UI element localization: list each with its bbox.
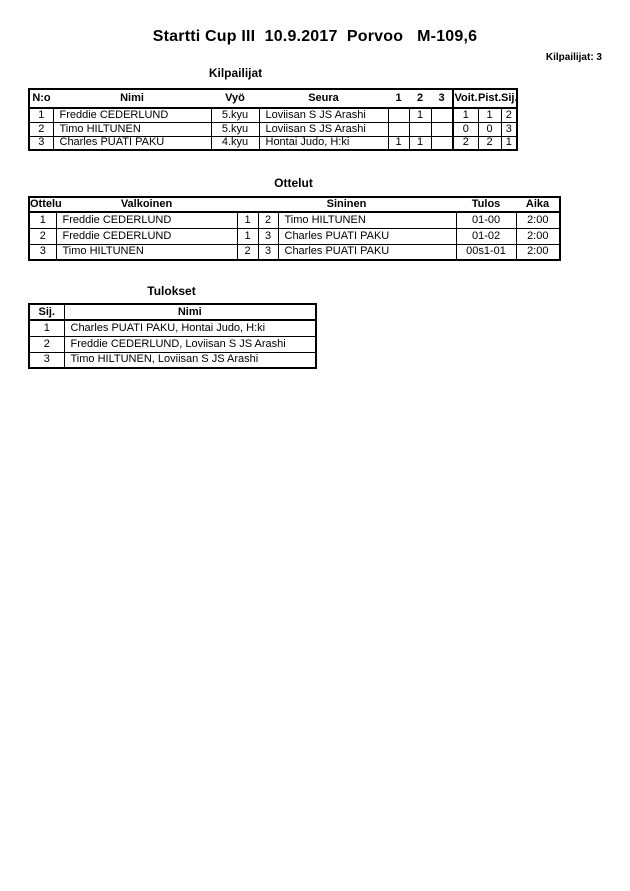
- competitor-name-cell: Freddie CEDERLUND: [53, 108, 211, 122]
- competitor-club-cell: Loviisan S JS Arashi: [259, 108, 388, 122]
- col-header-match-no: Ottelu: [30, 198, 62, 210]
- page-title: Startti Cup III 10.9.2017 Porvoo M-109,6: [152, 28, 478, 45]
- col-header-name: Nimi: [53, 89, 211, 108]
- white-name-cell: Freddie CEDERLUND: [56, 212, 237, 228]
- table-row: [29, 122, 517, 136]
- table-row: [29, 212, 560, 228]
- blue-name-cell: Charles PUATI PAKU: [278, 244, 456, 260]
- round2-cell: [409, 122, 431, 136]
- table-row: [29, 320, 316, 336]
- table-row: [29, 108, 517, 122]
- results-table: [28, 303, 317, 369]
- col-header-round1: 1: [388, 89, 409, 108]
- result-place-cell: 1: [29, 320, 64, 336]
- result-place-cell: 3: [29, 352, 64, 368]
- competitor-name-cell: Charles PUATI PAKU: [53, 136, 211, 150]
- round1-cell: [388, 108, 409, 122]
- white-name-cell: Freddie CEDERLUND: [56, 228, 237, 244]
- table-row: [29, 228, 560, 244]
- competitors-table: [28, 88, 518, 151]
- place-cell: 2: [501, 108, 517, 122]
- competitors-section-heading: Kilpailijat: [208, 66, 263, 80]
- competitor-no-cell: 1: [29, 108, 53, 122]
- round2-cell: 1: [409, 108, 431, 122]
- col-header-place: Sij.: [29, 304, 64, 320]
- blue-name-cell: Charles PUATI PAKU: [278, 228, 456, 244]
- result-name-cell: Charles PUATI PAKU, Hontai Judo, H:ki: [64, 320, 316, 336]
- table-row: [29, 336, 316, 352]
- blue-no-cell: 3: [258, 244, 278, 260]
- col-header-time: Aika: [516, 197, 560, 212]
- points-cell: 1: [478, 108, 501, 122]
- competitor-no-cell: 2: [29, 122, 53, 136]
- col-header-belt: Vyö: [211, 89, 259, 108]
- result-place-cell: 2: [29, 336, 64, 352]
- col-header-points: Pist.: [478, 89, 501, 108]
- competitor-belt-cell: 5.kyu: [211, 108, 259, 122]
- col-header-white: Valkoinen: [56, 197, 237, 212]
- round3-cell: [431, 122, 453, 136]
- col-header-club: Seura: [259, 89, 388, 108]
- blue-name-cell: Timo HILTUNEN: [278, 212, 456, 228]
- results-section-heading: Tulokset: [147, 284, 196, 298]
- col-header-result: Tulos: [456, 197, 516, 212]
- table-row: [29, 352, 316, 368]
- match-no-cell: 3: [29, 244, 56, 260]
- result-name-cell: Timo HILTUNEN, Loviisan S JS Arashi: [64, 352, 316, 368]
- points-cell: 0: [478, 122, 501, 136]
- round1-cell: [388, 122, 409, 136]
- match-no-cell: 1: [29, 212, 56, 228]
- time-cell: 2:00: [516, 244, 560, 260]
- col-header-name: Nimi: [64, 304, 316, 320]
- result-cell: 00s1-01: [456, 244, 516, 260]
- competitor-no-cell: 3: [29, 136, 53, 150]
- round3-cell: [431, 108, 453, 122]
- competitor-belt-cell: 5.kyu: [211, 122, 259, 136]
- round2-cell: 1: [409, 136, 431, 150]
- matches-section-heading: Ottelut: [274, 176, 313, 190]
- round1-cell: 1: [388, 136, 409, 150]
- competitor-club-cell: Hontai Judo, H:ki: [259, 136, 388, 150]
- matches-header-row: [29, 197, 560, 212]
- table-row: [29, 136, 517, 150]
- place-cell: 3: [501, 122, 517, 136]
- white-no-cell: 1: [237, 228, 258, 244]
- blue-no-cell: 2: [258, 212, 278, 228]
- time-cell: 2:00: [516, 212, 560, 228]
- competitor-club-cell: Loviisan S JS Arashi: [259, 122, 388, 136]
- result-cell: 01-02: [456, 228, 516, 244]
- time-cell: 2:00: [516, 228, 560, 244]
- wins-cell: 2: [453, 136, 478, 150]
- table-row: [29, 244, 560, 260]
- white-name-cell: Timo HILTUNEN: [56, 244, 237, 260]
- round3-cell: [431, 136, 453, 150]
- white-no-cell: 1: [237, 212, 258, 228]
- matches-table: [28, 196, 561, 261]
- results-header-row: [29, 304, 316, 320]
- competitors-count-label: Kilpailijat: 3: [545, 52, 602, 63]
- result-name-cell: Freddie CEDERLUND, Loviisan S JS Arashi: [64, 336, 316, 352]
- col-header-place: Sij.: [501, 89, 517, 108]
- col-header-blue: Sininen: [237, 197, 456, 212]
- competitor-belt-cell: 4.kyu: [211, 136, 259, 150]
- competitor-name-cell: Timo HILTUNEN: [53, 122, 211, 136]
- col-header-round3: 3: [431, 89, 453, 108]
- place-cell: 1: [501, 136, 517, 150]
- points-cell: 2: [478, 136, 501, 150]
- col-header-no: N:o: [29, 89, 53, 108]
- wins-cell: 0: [453, 122, 478, 136]
- result-cell: 01-00: [456, 212, 516, 228]
- match-no-cell: 2: [29, 228, 56, 244]
- col-header-round2: 2: [409, 89, 431, 108]
- competitors-header-row: [29, 89, 517, 108]
- blue-no-cell: 3: [258, 228, 278, 244]
- white-no-cell: 2: [237, 244, 258, 260]
- col-header-wins: Voit.: [453, 89, 478, 108]
- wins-cell: 1: [453, 108, 478, 122]
